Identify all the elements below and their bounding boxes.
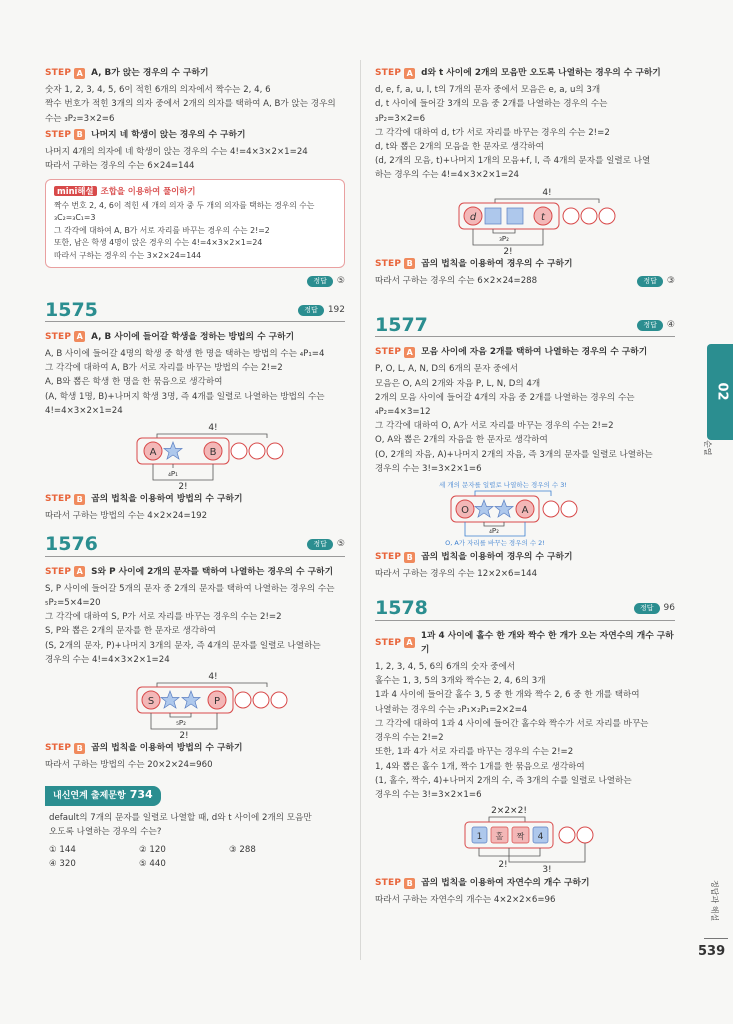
text-line: 경우의 수는 2!=2 — [375, 733, 444, 744]
bracket-line — [493, 229, 515, 233]
end-letter: A — [149, 447, 157, 459]
step-title: 곱의 법칙을 이용하여 경우의 수 구하기 — [421, 552, 573, 563]
text-line: 하는 경우의 수는 4!=4×3×2×1=24 — [375, 170, 520, 181]
problem-header — [375, 314, 675, 337]
problem-header — [45, 533, 345, 556]
step-b-badge: B — [404, 258, 415, 269]
mini-line: 따라서 구하는 경우의 수는 3×2×24=144 — [54, 250, 202, 260]
mini-heading — [54, 185, 336, 198]
question-line: 오도록 나열하는 경우의 수는? — [49, 826, 162, 837]
problem-number: 1578 — [375, 597, 428, 620]
answer-pill: 정답 — [307, 539, 333, 550]
step-a-badge: A — [74, 566, 85, 577]
step-tag: STEP — [45, 129, 72, 140]
step-title: 곱의 법칙을 이용하여 경우의 수 구하기 — [421, 258, 573, 269]
step-title: 곱의 법칙을 이용하여 자연수의 개수 구하기 — [421, 878, 590, 889]
text-line: 홀수는 1, 3, 5의 3개와 짝수는 2, 4, 6의 3개 — [375, 676, 546, 687]
diagram-sub-label: ₃P₂ — [499, 234, 509, 243]
text-line: 경우의 수는 3!=3×2×1=6 — [375, 789, 482, 800]
diagram-top-label: 4! — [542, 187, 552, 198]
arrangement-diagram-svg — [45, 669, 345, 739]
answer-pill: 정답 — [637, 320, 663, 331]
text-line: 따라서 구하는 경우의 수는 6×2×24=288 — [375, 275, 538, 286]
step-tag: STEP — [45, 331, 72, 342]
bracket-line — [170, 713, 191, 717]
diagram-bottom-label: 2! — [503, 246, 513, 255]
mini-line: ₃C₂=₃C₁=3 — [54, 213, 96, 223]
step-title: d와 t 사이에 2개의 모음만 오도록 나열하는 경우의 수 구하기 — [421, 68, 661, 78]
step-b-heading — [45, 741, 345, 755]
choice[interactable]: ⑤ 440 — [139, 859, 166, 870]
text-line: 나열하는 경우의 수는 ₂P₁×₂P₁=2×2=4 — [375, 704, 528, 715]
answer-value: 192 — [327, 304, 345, 315]
answer-value: ④ — [666, 320, 675, 331]
step-title: A, B가 앉는 경우의 수 구하기 — [91, 68, 209, 78]
step-b-heading — [375, 876, 675, 890]
bracket-line — [157, 683, 267, 687]
diagram-left-label: 2! — [498, 860, 508, 871]
step-tag: STEP — [45, 566, 72, 577]
star-icon — [164, 442, 182, 459]
bracket-line — [157, 434, 267, 438]
text-line: (A, 학생 1명, B)+나머지 학생 3명, 즉 4개를 일렬로 나열하는 방법의 수는 — [45, 391, 325, 402]
arrangement-diagram-svg — [375, 478, 675, 548]
text-line: 경우의 수는 4!=4×3×2×1=24 — [45, 654, 170, 665]
text-line: 따라서 구하는 자연수의 개수는 4×2×2×6=96 — [375, 895, 556, 906]
text-line: d, t와 뽑은 2개의 모음을 한 문자로 생각하여 — [375, 142, 544, 153]
choice[interactable]: ③ 288 — [229, 845, 256, 856]
answer-pill: 정답 — [637, 276, 663, 287]
answer-row — [307, 537, 345, 551]
mini-badge: mini해설 — [54, 186, 97, 196]
left-column — [45, 64, 345, 872]
page-number: 539 — [698, 944, 726, 959]
text-line: 경우의 수는 3!=3×2×1=6 — [375, 463, 482, 474]
text-line: 그 각각에 대하여 O, A가 서로 자리를 바꾸는 경우의 수는 2!=2 — [375, 421, 614, 432]
related-number: 734 — [129, 788, 153, 802]
text-line: 수는 ₃P₂=3×2=6 — [45, 113, 115, 124]
question-text — [45, 811, 345, 839]
star-icon — [182, 691, 200, 708]
text-line: 4!=4×3×2×1=24 — [45, 405, 123, 416]
empty-circle — [563, 208, 579, 224]
empty-circle — [271, 692, 287, 708]
empty-circle — [581, 208, 597, 224]
text-line: ₅P₂=5×4=20 — [45, 598, 101, 609]
text-line: d, t 사이에 들어갈 3개의 모음 중 2개를 나열하는 경우의 수는 — [375, 99, 608, 110]
empty-circle — [267, 443, 283, 459]
empty-circle — [599, 208, 615, 224]
empty-circle — [231, 443, 247, 459]
step-title: 모음 사이에 자음 2개를 택하여 나열하는 경우의 수 구하기 — [421, 347, 648, 358]
step-a-badge: A — [404, 347, 415, 358]
text-line: ₄P₂=4×3=12 — [375, 407, 431, 418]
step-b-badge: B — [404, 878, 415, 889]
bracket-line — [479, 848, 540, 856]
empty-circle — [577, 827, 593, 843]
step-b-heading — [45, 492, 345, 506]
text-line: (d, 2개의 모음, t)+나머지 1개의 모음+f, l, 즉 4개의 문자를 일렬로 나열 — [375, 156, 651, 167]
diagram-top-label: 2×2×2! — [491, 806, 527, 817]
bracket-line — [495, 199, 599, 203]
diagram-top-label: 4! — [208, 423, 218, 434]
diagram-sub-label: ₄P₁ — [168, 470, 178, 479]
empty-circle — [561, 501, 577, 517]
step-a-heading — [45, 565, 345, 579]
related-question — [45, 786, 345, 871]
number-box-text: 4 — [537, 832, 544, 843]
answer-value: ③ — [666, 275, 675, 286]
step-a-badge: A — [404, 68, 415, 79]
step-tag: STEP — [375, 552, 402, 563]
chapter-number: 02 — [714, 382, 730, 401]
step-b-badge: B — [404, 552, 415, 563]
problem-header — [375, 597, 675, 620]
choices — [45, 843, 345, 871]
mini-explanation-box — [45, 179, 345, 268]
side-section-label: 정답과 해설 — [710, 880, 719, 922]
text-line: 그 각각에 대하여 1과 4 사이에 들어간 홀수와 짝수가 서로 자리를 바꾸는 — [375, 718, 649, 729]
step-title: 곱의 법칙을 이용하여 방법의 수 구하기 — [91, 743, 243, 754]
step-title: 나머지 네 학생이 앉는 경우의 수 구하기 — [91, 129, 246, 140]
arrangement-diagram — [45, 669, 345, 739]
mini-line: 그 각각에 대하여 A, B가 서로 자리를 바꾸는 경우의 수는 2!=2 — [54, 225, 270, 235]
text-line: 따라서 구하는 경우의 수는 6×24=144 — [45, 161, 195, 172]
star-icon — [161, 691, 179, 708]
end-letter: B — [209, 447, 217, 459]
step-b-heading — [375, 257, 675, 271]
text-line: P, O, L, A, N, D의 6개의 문자 중에서 — [375, 364, 519, 375]
page-number-rule — [704, 938, 728, 939]
step-b-heading — [45, 128, 345, 142]
empty-circle — [249, 443, 265, 459]
step-a-heading — [375, 66, 675, 80]
arrangement-diagram — [375, 804, 675, 874]
step-a-heading — [45, 330, 345, 344]
related-label-text: 내신연계 출제문항 — [53, 791, 126, 802]
bracket-line — [489, 817, 525, 822]
step-title: 곱의 법칙을 이용하여 방법의 수 구하기 — [91, 494, 243, 505]
text-line: ₃P₂=3×2=6 — [375, 113, 426, 124]
text-line: 짝수 번호가 적힌 3개의 의자 중에서 2개의 의자를 택하여 A, B가 앉는 경우의 — [45, 99, 336, 110]
answer-pill: 정답 — [307, 276, 333, 287]
text-line: 그 각각에 대하여 S, P가 서로 자리를 바꾸는 경우의 수는 2!=2 — [45, 612, 282, 623]
answer-pill: 정답 — [298, 305, 324, 316]
step-tag: STEP — [45, 494, 72, 505]
answer-value: ⑤ — [336, 276, 345, 287]
answer-row — [637, 318, 675, 332]
arrangement-diagram-svg — [375, 804, 675, 874]
diagram-bottom-label: 2! — [178, 482, 188, 491]
mini-line: 짝수 번호 2, 4, 6이 적힌 세 개의 의자 중 두 개의 의자를 택하는 경우의 수는 — [54, 200, 315, 210]
text-line: 따라서 구하는 경우의 수는 12×2×6=144 — [375, 569, 538, 580]
empty-circle — [559, 827, 575, 843]
empty-circle — [543, 501, 559, 517]
diagram-bottom-label: O, A가 자리를 바꾸는 경우의 수 2! — [445, 539, 545, 548]
step-b-badge: B — [74, 129, 85, 140]
arrangement-diagram-svg — [375, 185, 675, 255]
answer-row — [45, 274, 345, 288]
arrangement-diagram — [375, 185, 675, 255]
step-title: A, B 사이에 들어갈 학생을 정하는 방법의 수 구하기 — [91, 331, 295, 342]
empty-circle — [235, 692, 251, 708]
step-title: 1과 4 사이에 홀수 한 개와 짝수 한 개가 오는 자연수의 개수 구하기 — [420, 630, 674, 655]
text-line: (O, 2개의 자음, A)+나머지 2개의 자음, 즉 3개의 문자를 일렬로 나열하는 — [375, 449, 653, 460]
step-b-badge: B — [74, 494, 85, 505]
vowel-box — [485, 208, 501, 224]
text-line: O, A와 뽑은 2개의 자음을 한 문자로 생각하여 — [375, 435, 548, 446]
step-a-heading — [375, 345, 675, 359]
problem-number: 1577 — [375, 314, 428, 337]
diagram-bottom-label: 2! — [179, 731, 189, 740]
answer-value: ⑤ — [336, 539, 345, 550]
diagram-top-label: 4! — [208, 672, 218, 683]
answer-value: 96 — [663, 603, 675, 614]
mini-title: 조합을 이용하여 풀이하기 — [100, 186, 196, 197]
text-line: 1, 2, 3, 4, 5, 6의 6개의 숫자 중에서 — [375, 662, 516, 673]
number-box-text: 짝 — [516, 832, 525, 842]
chapter-subtitle: 순열 — [703, 440, 712, 456]
arrangement-diagram-svg — [45, 420, 345, 490]
star-icon — [475, 500, 493, 517]
answer-row — [637, 274, 675, 288]
end-letter: t — [541, 211, 545, 223]
chapter-tab — [707, 344, 733, 440]
bracket-line — [484, 522, 504, 526]
step-tag: STEP — [45, 68, 72, 78]
end-letter: d — [469, 211, 477, 223]
step-tag: STEP — [375, 878, 402, 889]
text-line: (1, 홀수, 짝수, 4)+나머지 2개의 수, 즉 3개의 수를 일렬로 나열하는 — [375, 775, 632, 786]
text-line: A, B 사이에 들어갈 4명의 학생 중 학생 한 명을 택하는 방법의 수는 ₄P₁=4 — [45, 349, 325, 360]
star-icon — [495, 500, 513, 517]
empty-circle — [253, 692, 269, 708]
step-a-heading — [45, 66, 345, 80]
step-tag: STEP — [375, 347, 402, 358]
vowel-box — [507, 208, 523, 224]
text-line: 따라서 구하는 방법의 수는 4×2×24=192 — [45, 511, 208, 522]
choice[interactable]: ② 120 — [139, 845, 166, 856]
step-title: S와 P 사이에 2개의 문자를 택하여 나열하는 경우의 수 구하기 — [91, 566, 334, 577]
end-letter: P — [213, 696, 221, 708]
text-line: (S, 2개의 문자, P)+나머지 3개의 문자, 즉 4개의 문자를 일렬로 나열하는 — [45, 640, 321, 651]
end-letter: S — [147, 696, 155, 708]
arrangement-diagram — [375, 478, 675, 548]
result-row — [375, 274, 675, 288]
bracket-line — [153, 464, 213, 480]
choice[interactable]: ① 144 — [49, 845, 76, 856]
text-line: 1, 4와 뽑은 홀수 1개, 짝수 1개를 한 묶음으로 생각하여 — [375, 761, 585, 772]
text-line: 2개의 모음 사이에 들어갈 4개의 자음 중 2개를 나열하는 경우의 수는 — [375, 392, 635, 403]
text-line: A, B와 뽑은 학생 한 명을 한 묶음으로 생각하여 — [45, 377, 223, 388]
step-a-heading — [375, 629, 675, 657]
bracket-line — [475, 491, 551, 496]
number-box-text: 홀 — [495, 832, 504, 842]
step-tag: STEP — [375, 637, 402, 648]
column-divider — [360, 60, 361, 960]
number-box-text: 1 — [476, 832, 483, 843]
text-line: 그 각각에 대하여 d, t가 서로 자리를 바꾸는 경우의 수는 2!=2 — [375, 127, 610, 138]
text-line: d, e, f, a, u, l, t의 7개의 문자 중에서 모음은 e, a, u의 3개 — [375, 85, 601, 96]
text-line: 숫자 1, 2, 3, 4, 5, 6이 적힌 6개의 의자에서 짝수는 2, 4, 6 — [45, 85, 271, 96]
step-a-badge: A — [74, 68, 85, 79]
answer-pill: 정답 — [634, 603, 660, 614]
text-line: S, P 사이에 들어갈 5개의 문자 중 2개의 문자를 택하여 나열하는 경우의 수는 — [45, 583, 335, 594]
mini-line: 또한, 남은 학생 4명이 앉은 경우의 수는 4!=4×3×2×1=24 — [54, 238, 263, 248]
step-tag: STEP — [375, 68, 402, 78]
step-b-badge: B — [74, 743, 85, 754]
bracket-line — [509, 843, 585, 862]
related-question-label — [45, 786, 161, 805]
diagram-right-label: 3! — [542, 865, 552, 875]
text-line: 모음은 O, A의 2개와 자음 P, L, N, D의 4개 — [375, 378, 541, 389]
text-line: 그 각각에 대하여 A, B가 서로 자리를 바꾸는 방법의 수는 2!=2 — [45, 363, 283, 374]
diagram-sub-label: ₅P₂ — [176, 719, 186, 728]
text-line: 1과 4 사이에 들어갈 홀수 3, 5 중 한 개와 짝수 2, 6 중 한 개를 택하여 — [375, 690, 640, 701]
problem-number: 1576 — [45, 533, 98, 556]
text-line: 또한, 1과 4가 서로 자리를 바꾸는 경우의 수는 2!=2 — [375, 747, 574, 758]
problem-header — [45, 298, 345, 322]
step-a-badge: A — [74, 331, 85, 342]
text-line: S, P와 뽑은 2개의 문자를 한 문자로 생각하여 — [45, 626, 216, 637]
step-a-badge: A — [404, 637, 415, 648]
step-tag: STEP — [375, 258, 402, 269]
step-b-heading — [375, 550, 675, 564]
arrangement-diagram — [45, 420, 345, 490]
answer-row — [634, 601, 675, 615]
problem-number: 1575 — [45, 298, 98, 321]
text-line: 나머지 4개의 의자에 네 학생이 앉는 경우의 수는 4!=4×3×2×1=24 — [45, 147, 308, 158]
diagram-sub-label: ₄P₂ — [489, 527, 499, 536]
choice[interactable]: ④ 320 — [49, 859, 76, 870]
end-letter: O — [461, 505, 469, 517]
text-line: 따라서 구하는 방법의 수는 20×2×24=960 — [45, 760, 213, 771]
end-letter: A — [521, 505, 529, 517]
right-column — [375, 64, 675, 908]
step-tag: STEP — [45, 743, 72, 754]
answer-row — [298, 303, 345, 317]
question-line: default의 7개의 문자를 일렬로 나열할 때, d와 t 사이에 2개의 모음만 — [49, 812, 312, 823]
diagram-top-label: 세 개의 문자를 일렬로 나열하는 경우의 수 3! — [439, 481, 567, 490]
